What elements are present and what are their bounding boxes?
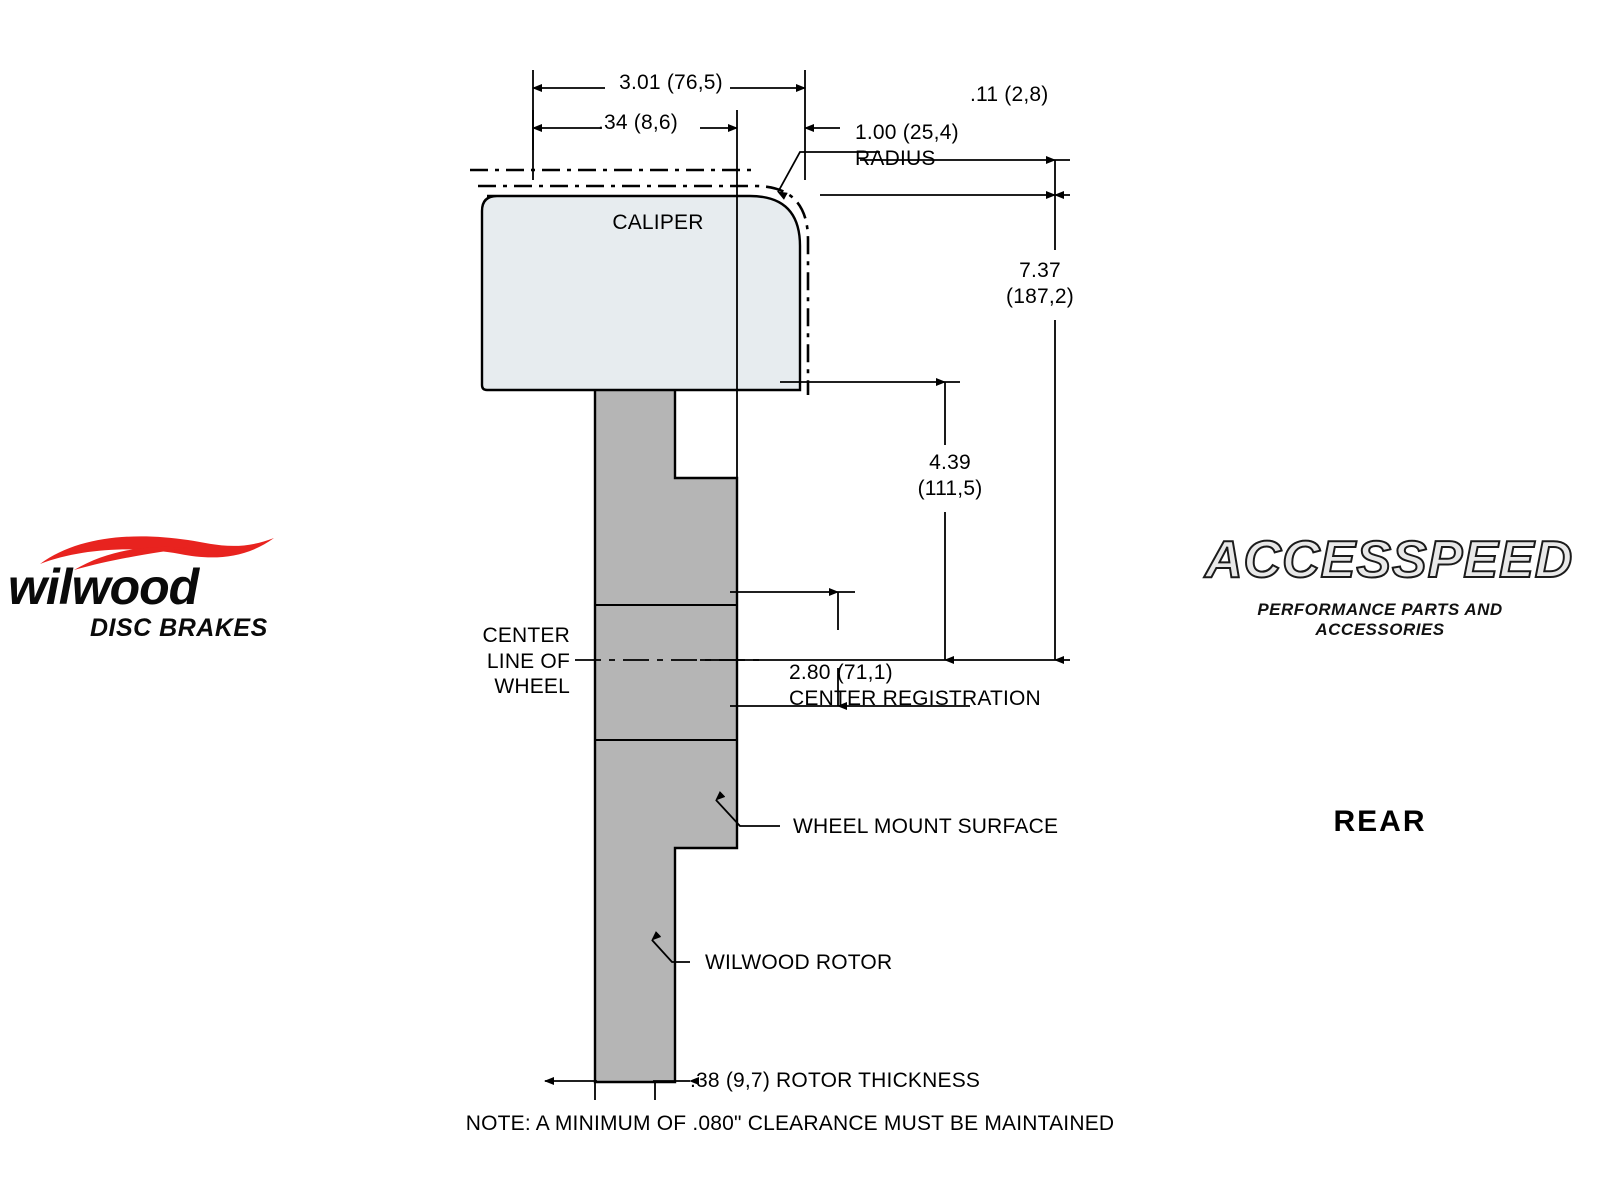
accesspeed-logo-name: ACCESSPEED [1205,531,1574,589]
label-wilwood-rotor: WILWOOD ROTOR [705,951,893,974]
dim-label-center-registration: 2.80 (71,1) CENTER REGISTRATION [789,661,1041,710]
drawing-note: NOTE: A MINIMUM OF .080" CLEARANCE MUST BE MAINTAINED [465,1112,1115,1135]
accesspeed-logo-subtitle: PERFORMANCE PARTS AND ACCESSORIES [1257,600,1503,639]
label-wheel-mount-surface: WHEEL MOUNT SURFACE [793,815,1059,838]
accesspeed-logo [1205,520,1574,639]
label-caliper: CALIPER [612,211,704,234]
dim-label-clearance: .11 (2,8) [970,83,1049,106]
dim-label-overall-width: 3.01 (76,5) [619,71,723,94]
wilwood-logo [8,530,338,650]
label-center-line-of-wheel: CENTER LINE OF WHEEL [482,624,570,699]
dim-caliper-to-centerline [780,382,960,660]
dim-label-caliper-to-centerline: 4.39 (111,5) [917,451,983,500]
dim-label-offset-small: .34 (8,6) [597,111,678,134]
position-label-rear: REAR [1333,805,1427,838]
dim-label-corner-radius: 1.00 (25,4) RADIUS [855,121,959,170]
dim-rotor-thickness [545,1081,690,1100]
dim-label-rotor-thickness: .38 (9,7) ROTOR THICKNESS [690,1069,981,1092]
wilwood-logo-name: wilwood [8,559,199,615]
wilwood-logo-subtitle: DISC BRAKES [90,614,268,642]
dim-label-overall-height: 7.37 (187,2) [1006,259,1074,308]
